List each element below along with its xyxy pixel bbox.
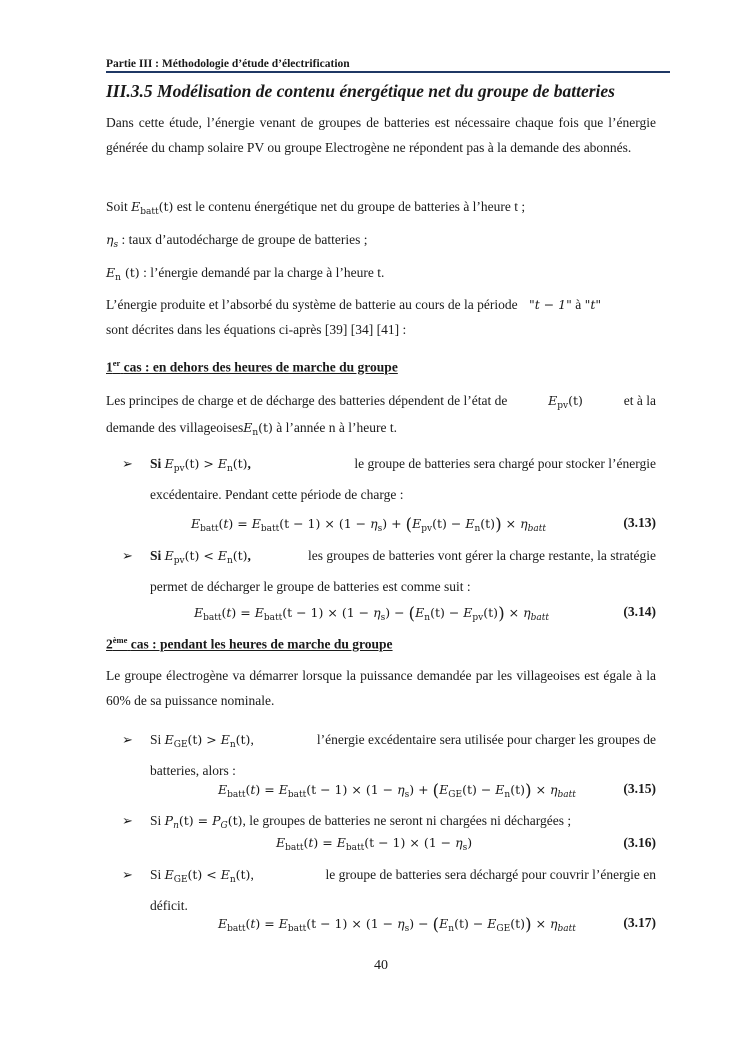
bullet-1-text: Si $E_{pv}(t) > E_n(t)$, le groupe de batteries sera chargé pour stocker l’énergie excédentaire. Pendant cette période de charge : [150, 456, 656, 502]
equation-number-3-13: (3.13) [623, 515, 656, 530]
period-line-2: sont décrites dans les équations ci-après [39] [34] [41] : [106, 322, 407, 337]
equation-number-3-14: (3.14) [623, 604, 656, 619]
case-2-intro: Le groupe électrogène va démarrer lorsque la puissance demandée par les villageoises est égale à la 60% de sa puissance nominale. [106, 668, 656, 708]
period-line-1: L’énergie produite et l’absorbé du système de batterie au cours de la période "t − 1" à "t" [106, 297, 602, 312]
arrow-bullet-icon: ➢ [122, 456, 133, 471]
equation-number-3-15: (3.15) [623, 781, 656, 796]
intro-paragraph: Dans cette étude, l’énergie venant de groupes de batteries est nécessaire chaque fois que l’énergie générée du champ solaire PV ou groupe Electrogène ne répondent pas à la demande des abonnés. [106, 115, 656, 155]
definition-ebatt: Soit $E_{batt}(t)$ est le contenu énergétique net du groupe de batteries à l’heure t ; [106, 199, 526, 217]
case-1-intro-line-1: Les principes de charge et de décharge des batteries dépendent de l’état de $E_{pv}(t)$ et à la [106, 393, 656, 411]
case-1-intro-line-2: demande des villageoisesE$_n$(t) à l’année n à l’heure t. [106, 420, 397, 438]
page-number: 40 [374, 958, 388, 973]
equation-number-3-17: (3.17) [623, 915, 656, 930]
equation-3-16: $E_{batt}(t) = E_{batt}(t - 1) \times (1 - \eta_s)$ [276, 835, 473, 853]
arrow-bullet-icon: ➢ [122, 548, 133, 563]
symbol-ebatt: $E_{batt}(t)$ [131, 199, 174, 217]
equation-3-14: $E_{batt}(t) = E_{batt}(t - 1) \times (1 - \eta_s) - (E_n(t) - E_{pv}(t)) \times \eta_{batt}$ [194, 604, 549, 624]
arrow-bullet-icon: ➢ [122, 867, 133, 882]
running-header: Partie III : Méthodologie d’étude d’électrification [106, 58, 670, 73]
case-2-heading: 2ème cas : pendant les heures de marche du groupe [106, 635, 393, 652]
bullet-4-text: Si $P_n(t) = P_G(t)$, le groupes de batteries ne seront ni chargées ni déchargées ; [150, 813, 572, 831]
section-title: III.3.5 Modélisation de contenu énergétique net du groupe de batteries [106, 81, 615, 101]
definition-en: $E_n$ (t) : l’énergie demandé par la charge à l’heure t. [106, 265, 385, 283]
arrow-bullet-icon: ➢ [122, 732, 133, 747]
equation-3-13: $E_{batt}(t) = E_{batt}(t - 1) \times (1 - \eta_s) + (E_{pv}(t) - E_n(t)) \times \eta_{batt}$ [191, 515, 546, 535]
definition-eta: $\eta_s$ : taux d’autodécharge de groupe de batteries ; [106, 232, 368, 250]
arrow-bullet-icon: ➢ [122, 813, 133, 828]
equation-3-17: $E_{batt}(t) = E_{batt}(t - 1) \times (1 - \eta_s) - (E_n(t) - E_{GE}(t)) \times \eta_{batt}$ [218, 915, 576, 935]
case-1-heading: 1er cas : en dehors des heures de marche du groupe [106, 358, 398, 375]
bullet-3-text: Si $E_{GE}(t) > E_n(t)$, l’énergie excédentaire sera utilisée pour charger les groupes de batteries, alors : [150, 732, 656, 778]
bullet-5-text: Si $E_{GE}(t) < E_n(t)$, le groupe de batteries sera déchargé pour couvrir l’énergie en déficit. [150, 867, 656, 913]
symbol-en: $E_n$ (t) [106, 265, 140, 283]
bullet-2-text: Si $E_{pv}(t) < E_n(t)$, les groupes de batteries vont gérer la charge restante, la stratégie permet de décharger le groupe de batteries est comme suit : [150, 548, 656, 594]
equation-3-15: $E_{batt}(t) = E_{batt}(t - 1) \times (1 - \eta_s) + (E_{GE}(t) - E_n(t)) \times \eta_{batt}$ [218, 781, 576, 801]
equation-number-3-16: (3.16) [623, 835, 656, 850]
symbol-eta: $\eta_s$ [106, 232, 119, 250]
